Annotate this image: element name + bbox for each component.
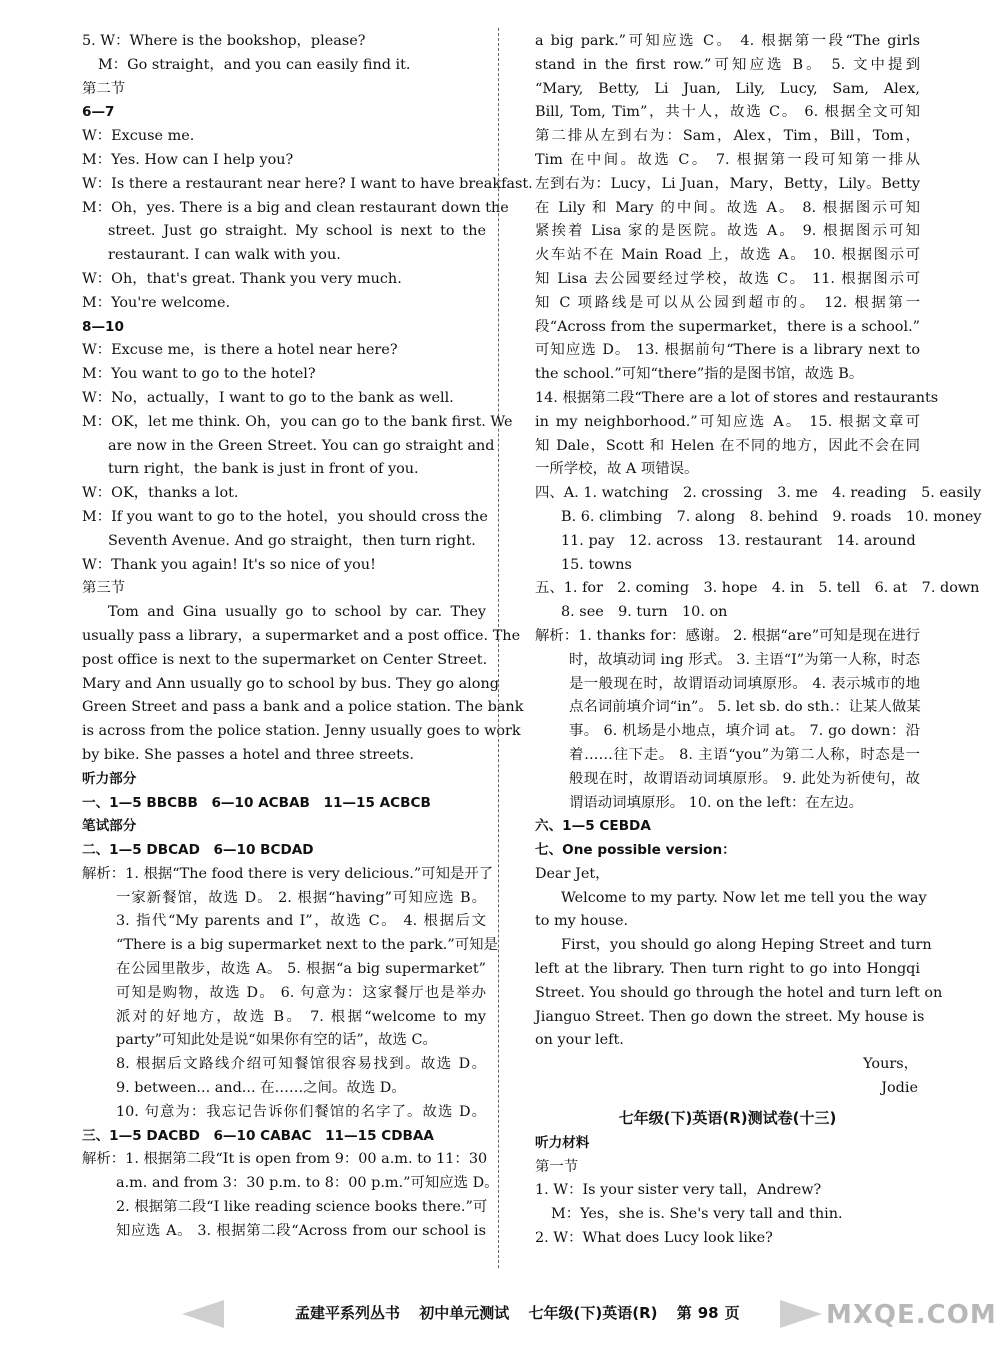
text-line: 8. see 9. turn 10. on [561, 604, 728, 621]
text-line: 15. towns [561, 556, 632, 573]
footer-page-suffix: 页 [724, 1304, 740, 1322]
text-line: 第二排从左到右为：Sam，Alex，Tim，Bill，Tom， [535, 128, 920, 145]
text-line: turn right，the bank is just in front of you. [108, 461, 419, 478]
text-line: the school.”可知“there”指的是图书馆，故选 B。 [535, 366, 864, 383]
text-line: M：Yes. How can I help you? [82, 151, 294, 168]
text-line: 知 C 项路线是可以从公园到超市的。 12. 根据第一 [535, 294, 920, 311]
text-line: Tim 在中间。故选 C。 7. 根据第一段可知第一排从 [535, 151, 920, 168]
text-line: 派对的好地方，故选 B。 7. 根据“welcome to my [116, 1008, 486, 1025]
text-line: 着……往下走。 8. 主语“you”为第二人称，时态是一 [569, 746, 920, 763]
text-line: 9. between... and... 在……之间。故选 D。 [116, 1080, 406, 1097]
text-line: are now in the Green Street. You can go straight and [108, 437, 495, 454]
text-line: M：Yes，she is. She's very tall and thin. [551, 1206, 843, 1223]
text-line: 笔试部分 [82, 818, 137, 835]
text-line: 二、1—5 DBCAD 6—10 BCDAD [82, 842, 314, 859]
text-line: on your left. [535, 1032, 624, 1049]
text-line: 三、1—5 DACBD 6—10 CABAC 11—15 CDBAA [82, 1127, 434, 1144]
text-line: Mary and Ann usually go to school by bus. They go along [82, 675, 499, 692]
text-line: 第三节 [82, 580, 126, 597]
left-arrow-icon [182, 1300, 224, 1328]
text-line: 5. W：Where is the bookshop，please? [82, 33, 366, 49]
left-column [82, 30, 533, 1244]
text-line: 六、1—5 CEBDA [535, 818, 651, 835]
footer-page-number: 98 [697, 1304, 719, 1322]
text-line: 时，故填动词 ing 形式。 3. 主语“I”为第一人称，时态 [569, 651, 920, 668]
text-line: party”可知此处是说“如果你有空的话”，故选 C。 [116, 1032, 437, 1049]
right-tail-block [535, 1132, 920, 1251]
text-line: 解析：1. 根据“The food there is very delicious.”可知是开了 [82, 865, 494, 882]
text-line: 段“Across from the supermarket，there is a school.” [535, 318, 920, 335]
text-line: W：No，actually，I want to go to the bank as well. [82, 389, 454, 406]
text-line: Tom and Gina usually go to school by car. They [108, 604, 486, 621]
text-line: 一所学校，故 A 项错误。 [535, 461, 699, 478]
text-line: to my house. [535, 913, 629, 930]
text-line: M：OK，let me think. Oh，you can go to the bank first. We [82, 413, 513, 430]
text-line: B. 6. climbing 7. along 8. behind 9. roads 10. money [561, 508, 982, 525]
text-line: 五、1. for 2. coming 3. hope 4. in 5. tell 6. at 7. down [535, 580, 980, 597]
text-line: by bike. She passes a hotel and three streets. [82, 746, 414, 763]
text-line: 知 Lisa 去公园要经过学校，故选 C。 11. 根据图示可 [535, 270, 920, 287]
text-line: stand in the first row.”可知应选 B。 5. 文中提到 [535, 56, 920, 73]
text-line: 2. W：What does Lucy look like? [535, 1230, 773, 1247]
text-line: 事。 6. 机场是小地点，填介词 at。 7. go down：沿 [569, 723, 920, 740]
text-line: 七、One possible version： [535, 842, 736, 859]
text-line: 可知应选 D。 13. 根据前句“There is a library next to [535, 342, 920, 359]
text-line: W：Is there a restaurant near here? I want to have breakfast. [82, 175, 533, 192]
test-title: 七年级(下)英语(R)测试卷(十三) [618, 1108, 837, 1127]
text-line: 1. W：Is your sister very tall，Andrew? [535, 1182, 822, 1199]
text-line: 可知是购物，故选 D。 6. 句意为：这家餐厅也是举办 [116, 984, 486, 1001]
text-line: in my neighborhood.”可知应选 A。 15. 根据文章可 [535, 413, 920, 430]
text-line: M：You're welcome. [82, 294, 231, 311]
text-line: 第一节 [535, 1158, 579, 1175]
text-line: 谓语动词填原形。 10. on the left：在左边。 [569, 794, 863, 811]
text-line: 8—10 [82, 318, 124, 335]
text-line: Seventh Avenue. And go straight，then turn right. [108, 532, 476, 549]
text-line: 解析：1. thanks for：感谢。 2. 根据“are”可知是现在进行 [535, 627, 920, 644]
text-line: W：OK，thanks a lot. [82, 485, 239, 502]
text-line: 四、A. 1. watching 2. crossing 3. me 4. reading 5. easily [535, 485, 982, 502]
text-line: Jianguo Street. Then go down the street. My house is [535, 1008, 925, 1025]
text-line: post office is next to the supermarket on Center Street. [82, 651, 488, 668]
footer-grade: 七年级(下)英语(R) [528, 1304, 658, 1322]
text-line: 知 Dale，Scott 和 Helen 在不同的地方，因此不会在同 [535, 437, 920, 454]
text-line: 一、1—5 BBCBB 6—10 ACBAB 11—15 ACBCB [82, 794, 431, 811]
text-line: left at the library. Then turn right to go into Hongqi [535, 961, 920, 978]
text-line: 第二节 [82, 80, 126, 97]
text-line: 11. pay 12. across 13. restaurant 14. around [561, 532, 916, 549]
text-line: Dear Jet， [535, 865, 610, 882]
text-line: W：Thank you again! It's so nice of you! [82, 556, 376, 573]
text-line: M：If you want to go to the hotel，you should cross the [82, 508, 488, 525]
text-line: 知应选 A。 3. 根据第二段“Across from our school is [116, 1222, 486, 1239]
text-line: 听力部分 [82, 770, 137, 787]
watermark-logo: MXQE.COM [826, 1300, 997, 1330]
text-line: Yours， [863, 1056, 918, 1073]
right-arrow-icon [780, 1300, 822, 1328]
text-line: is across from the police station. Jenny usually goes to work [82, 723, 521, 740]
text-line: Street. You should go through the hotel and turn left on [535, 984, 943, 1001]
text-line: 左到右为：Lucy，Li Juan，Mary，Betty，Lily。Betty [535, 175, 920, 192]
text-line: usually pass a library，a supermarket and a post office. The [82, 627, 521, 644]
text-line: restaurant. I can walk with you. [108, 247, 341, 264]
text-line: 火车站不在 Main Road 上，故选 A。 10. 根据图示可 [535, 247, 920, 264]
footer-page-prefix: 第 [676, 1304, 692, 1322]
text-line: 解析：1. 根据第二段“It is open from 9：00 a.m. to 11：30 [82, 1151, 488, 1168]
text-line: 10. 句意为：我忘记告诉你们餐馆的名字了。故选 D。 [116, 1103, 486, 1120]
text-line: “Mary, Betty, Li Juan, Lily, Lucy, Sam, Alex, [535, 80, 920, 97]
text-line: Green Street and pass a bank and a police station. The bank [82, 699, 524, 716]
text-line: First，you should go along Heping Street and turn [561, 937, 932, 954]
text-line: M：You want to go to the hotel? [82, 366, 316, 383]
text-line: Bill, Tom, Tim”，共十人，故选 C。 6. 根据全文可知 [535, 104, 920, 121]
text-line: W：Oh，that's great. Thank you very much. [82, 270, 402, 287]
text-line: 一家新餐馆，故选 D。 2. 根据“having”可知应选 B。 [116, 889, 486, 906]
text-line: 14. 根据第二段“There are a lot of stores and restaurants [535, 389, 939, 406]
text-line: Welcome to my party. Now let me tell you the way [561, 889, 927, 906]
text-line: 3. 指代“My parents and I”，故选 C。 4. 根据后文 [116, 913, 486, 930]
text-line: W：Excuse me，is there a hotel near here? [82, 342, 398, 359]
text-line: 2. 根据第二段“I like reading science books there.”可 [116, 1199, 488, 1216]
text-line: M：Oh，yes. There is a big and clean restaurant down the [82, 199, 509, 216]
footer-series: 孟建平系列丛书 [295, 1304, 401, 1322]
text-line: street. Just go straight. My school is next to the [108, 223, 486, 240]
text-line: 6—7 [82, 104, 115, 121]
text-line: 般现在时，故谓语动词填原形。 9. 此处为祈使句，故 [569, 770, 920, 787]
text-line: 在公园里散步，故选 A。 5. 根据“a big supermarket” [116, 961, 486, 978]
text-line: 8. 根据后文路线介绍可知餐馆很容易找到。故选 D。 [116, 1056, 486, 1073]
text-line: 点名词前填介词“in”。 5. let sb. do sth.：让某人做某 [569, 699, 921, 716]
right-column [535, 30, 982, 1251]
footer-text [295, 1302, 754, 1323]
text-line: 紧挨着 Lisa 家的是医院。故选 A。 9. 根据图示可知 [535, 223, 920, 240]
text-line: 是一般现在时，故谓语动词填原形。 4. 表示城市的地 [569, 675, 920, 692]
text-line: 在 Lily 和 Mary 的中间。故选 A。 8. 根据图示可知 [535, 199, 920, 216]
text-line: M：Go straight，and you can easily find it. [98, 56, 411, 73]
column-divider [498, 28, 499, 1268]
text-line: W：Excuse me. [82, 128, 195, 145]
footer-book: 初中单元测试 [419, 1304, 510, 1322]
right-main-block [535, 30, 982, 1101]
text-line: Jodie [881, 1080, 918, 1097]
text-line: “There is a big supermarket next to the park.”可知是 [116, 937, 498, 954]
text-line: a.m. and from 3：30 p.m. to 8：00 p.m.”可知应选 D。 [116, 1175, 499, 1192]
text-line: a big park.”可知应选 C。 4. 根据第一段“The girls [535, 33, 920, 49]
text-line: 听力材料 [535, 1134, 590, 1151]
